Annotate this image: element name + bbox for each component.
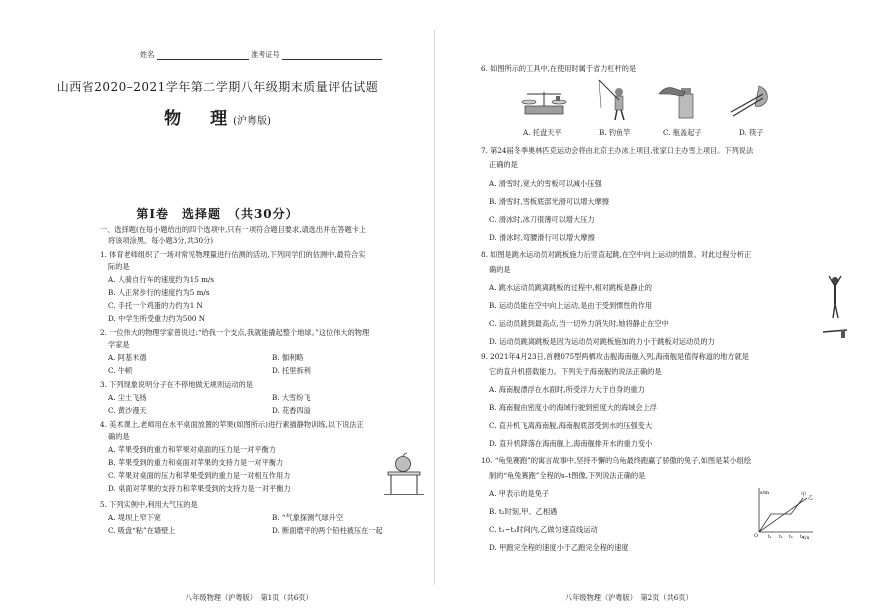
answer-option: C. 瓶盖起子 — [663, 128, 702, 137]
answer-option: B. 伽利略 — [272, 353, 304, 362]
question-stem: 确的是 — [489, 265, 511, 274]
answer-option: A. 海南舰漂浮在水面时,所受浮力大于自身的重力 — [489, 385, 645, 394]
answer-option: A. 跳水运动员跳离跳板的过程中,相对跳板是静止的 — [489, 283, 652, 292]
answer-option: D. 运动员跳离跳板是因为运动员对跳板施加的力小于跳板对运动员的力 — [489, 337, 715, 346]
question-stem: 际的是 — [108, 262, 130, 271]
answer-option: C. 吸盘“粘”在墙壁上 — [108, 526, 176, 535]
edition-label: (沪粤版) — [233, 116, 271, 127]
origin-label: O — [754, 533, 759, 539]
exam-title: 山西省2020–2021学年第二学期八年级期末质量评估试题 — [56, 80, 379, 94]
y-axis-label: s/m — [760, 490, 769, 496]
question-stem: 学家是 — [108, 340, 130, 349]
x-axis-label: t/s — [803, 535, 810, 540]
question-stem: 9. 2021年4月23日,首艘075型两栖攻击舰海南舰入列,海南舰是值得称道的地方就是 — [481, 352, 749, 361]
tick-t1: t₁ — [768, 535, 772, 540]
answer-option: C. t₁~t₃时间内,乙做匀速直线运动 — [489, 525, 598, 534]
answer-option: B. 大雪纷飞 — [272, 393, 311, 402]
series-yi-label: 乙 — [808, 495, 814, 501]
answer-option: B. 苹果受到的重力和桌面对苹果的支持力是一对平衡力 — [108, 458, 284, 467]
question-stem: 制的“龟兔赛跑”全程的s–t图像,下列说法正确的是 — [489, 471, 646, 480]
answer-option: A. 阿基米德 — [108, 353, 147, 362]
fishing-rod-icon — [597, 78, 639, 122]
answer-option: C. 牛顿 — [108, 366, 133, 375]
question-stem: 6. 如图所示的工具中,在使用时属于省力杠杆的是 — [481, 64, 637, 73]
answer-option: D. 中学生所受重力约为500 N — [108, 314, 206, 323]
answer-option: D. 筷子 — [739, 128, 764, 137]
apple-on-table-icon — [384, 452, 424, 496]
answer-option: B. 钓鱼竿 — [599, 128, 631, 137]
series-jia-label: 甲 — [801, 492, 807, 498]
answer-option: A. 尘土飞扬 — [108, 393, 147, 402]
series-yi-line — [759, 498, 807, 532]
question-stem: 1. 体育老师组织了一场对常见物理量进行估测的活动,下列同学们的估测中,最符合实 — [100, 250, 366, 259]
name-field[interactable] — [157, 50, 249, 60]
tick-t2: t₂ — [779, 535, 783, 540]
section-instructions: 一、选择题(在每小题给出的四个选项中,只有一项符合题目要求,请选出并在答题卡上 — [100, 225, 367, 234]
answer-option: A. 堤坝上窄下宽 — [108, 513, 161, 522]
answer-option: A. 苹果受到的重力和苹果对桌面的压力是一对平衡力 — [108, 445, 276, 454]
answer-option: D. 甲跑完全程的速度小于乙跑完全程的速度 — [489, 543, 629, 552]
question-stem: 7. 第24届冬季奥林匹克运动会将由北京主办冰上项目,张家口主办雪上项目。下列说法 — [481, 146, 754, 155]
subject-title — [0, 104, 435, 129]
answer-option: A. 托盘天平 — [523, 128, 562, 137]
answer-option: A. 滑雪时,宽大的雪板可以减小压强 — [489, 179, 602, 188]
diver-icon — [821, 274, 849, 338]
answer-option: B. 滑雪时,雪板底部光滑可以增大摩擦 — [489, 197, 609, 206]
answer-option: A. 甲表示的是兔子 — [489, 489, 550, 498]
question-stem: 它的直升机搭载能力。下列关于海南舰的说法正确的是 — [489, 367, 662, 376]
tick-t4: t₄ — [800, 535, 804, 540]
answer-option: D. 托里拆利 — [272, 366, 311, 375]
tick-t3: t₃ — [789, 535, 793, 540]
question-stem: 5. 下列实例中,利用大气压的是 — [100, 500, 198, 509]
question-stem: 正确的是 — [489, 160, 518, 169]
answer-option: D. 桌面对苹果的支持力和苹果受到的支持力是一对平衡力 — [108, 484, 291, 493]
chopsticks-icon — [729, 82, 773, 118]
question-stem: 10. “龟兔赛跑”的寓言故事中,坚持不懈的乌龟最终跑赢了骄傲的兔子,如图是某小组绘 — [481, 456, 752, 465]
part-title: 第Ⅰ卷 选择题 （共30分） — [136, 207, 299, 221]
balance-scale-icon — [519, 80, 569, 120]
answer-option: D. 直升机降落在海南舰上,海南舰排开水的重力变小 — [489, 439, 653, 448]
subject-name: 物 理 — [164, 109, 234, 129]
question-stem: 确的是 — [108, 432, 130, 441]
name-label: 姓名 — [140, 50, 155, 59]
answer-option: C. 直升机飞离海南舰,海南舰底部受到水的压强变大 — [489, 421, 653, 430]
question-stem: 4. 美术课上,老师用在水平桌面放置的苹果(如图所示)进行素描静物训练,以下说法正 — [100, 420, 364, 429]
page-footer: 八年级物理（沪粤版） 第1页（共6页） — [185, 593, 313, 602]
answer-option: B. 海南舰由密度小的海域行驶到密度大的海域会上浮 — [489, 403, 657, 412]
question-stem: 3. 下列现象说明分子在不停地做无规则运动的是 — [100, 380, 253, 389]
answer-option: A. 人骑自行车的速度约为15 m/s — [108, 275, 214, 284]
question-stem: 8. 如图是跳水运动员对跳板施力后竖直起跳,在空中向上运动的情景。对此过程分析正 — [481, 250, 752, 259]
question-stem: 2. 一位伟大的物理学家曾说过:“给我一个支点,我就能撬起整个地球。”这位伟大的物理 — [100, 328, 370, 337]
answer-option: B. 人正常步行的速度约为5 m/s — [108, 288, 210, 297]
right-page — [435, 0, 870, 615]
answer-option: C. 运动员跳到最高点,当一切外力消失时,她将静止在空中 — [489, 319, 669, 328]
page-footer: 八年级物理（沪粤版） 第2页（共6页） — [565, 593, 693, 602]
answer-option: C. 滑冰时,冰刀很薄可以增大压力 — [489, 215, 595, 224]
answer-option: B. t₂时刻,甲、乙相遇 — [489, 507, 558, 516]
exam-no-label: 准考证号 — [250, 50, 280, 59]
bottle-opener-icon — [657, 80, 701, 120]
section-instructions-2: 将该项涂黑。每小题3分,共30分) — [108, 236, 214, 245]
answer-option: B. “气象探测气球升空 — [272, 513, 344, 522]
answer-option: D. 滑冰时,弯腰滑行可以增大摩擦 — [489, 233, 595, 242]
answer-option: C. 黄沙漫天 — [108, 406, 147, 415]
candidate-info — [140, 50, 382, 60]
s-t-graph — [751, 486, 815, 540]
answer-option: B. 运动员能在空中向上运动,是由于受到惯性的作用 — [489, 301, 653, 310]
answer-option: C. 苹果对桌面的压力和苹果受到的重力是一对相互作用力 — [108, 471, 291, 480]
answer-option: C. 手托一个鸡蛋的力约为1 N — [108, 301, 203, 310]
exam-no-field[interactable] — [282, 50, 382, 60]
answer-option: D. 花香四溢 — [272, 406, 311, 415]
answer-option: D. 断面磨平的两个铅柱被压在一起 — [272, 526, 383, 535]
